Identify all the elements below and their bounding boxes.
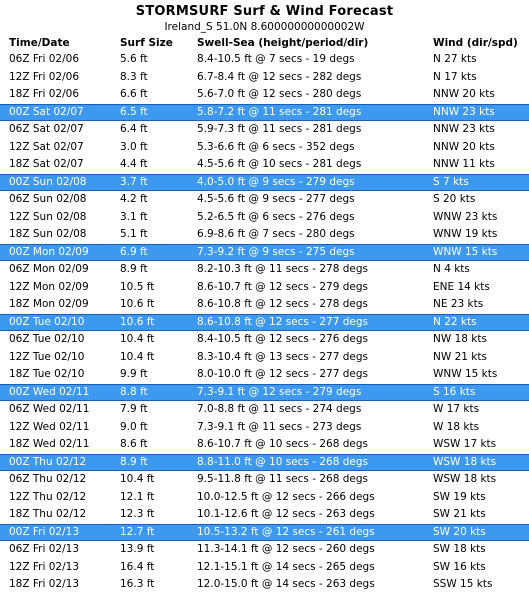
- surf-size-cell: 4.4 ft: [120, 158, 148, 170]
- table-row-highlighted: [0, 174, 529, 192]
- swell-cell: 8.4-10.5 ft @ 7 secs - 19 degs: [197, 53, 355, 65]
- table-row: [0, 489, 529, 507]
- table-row: [0, 121, 529, 139]
- forecast-table: [0, 51, 529, 594]
- table-row: [0, 419, 529, 437]
- wind-cell: WSW 18 kts: [433, 473, 497, 485]
- surf-size-cell: 6.6 ft: [120, 88, 148, 100]
- table-row: [0, 156, 529, 174]
- wind-cell: WNW 15 kts: [433, 245, 498, 258]
- surf-size-cell: 5.6 ft: [120, 53, 148, 65]
- surf-size-cell: 10.4 ft: [120, 333, 155, 345]
- table-row: [0, 139, 529, 157]
- time-cell: 00Z Thu 02/12: [9, 455, 87, 468]
- wind-cell: SW 16 kts: [433, 560, 486, 573]
- swell-cell: 8.0-10.0 ft @ 12 secs - 277 degs: [197, 368, 368, 380]
- table-row-highlighted: [0, 244, 529, 262]
- swell-cell: 5.2-6.5 ft @ 6 secs - 276 degs: [197, 210, 355, 223]
- wind-cell: W 17 kts: [433, 403, 480, 415]
- table-row: [0, 366, 529, 384]
- wind-cell: SW 19 kts: [433, 490, 486, 503]
- time-cell: 18Z Fri 02/06: [9, 88, 79, 100]
- surf-size-cell: 8.9 ft: [120, 263, 148, 275]
- time-cell: 06Z Sun 02/08: [9, 193, 87, 205]
- table-row: [0, 209, 529, 227]
- time-cell: 18Z Wed 02/11: [9, 438, 90, 450]
- swell-cell: 7.3-9.1 ft @ 12 secs - 279 degs: [197, 385, 362, 398]
- table-row: [0, 191, 529, 209]
- surf-size-cell: 6.5 ft: [120, 105, 148, 118]
- surf-size-cell: 7.9 ft: [120, 403, 148, 415]
- table-row: [0, 559, 529, 577]
- table-row: [0, 331, 529, 349]
- time-cell: 12Z Tue 02/10: [9, 350, 85, 363]
- wind-cell: SSW 15 kts: [433, 578, 493, 590]
- swell-cell: 10.0-12.5 ft @ 12 secs - 266 degs: [197, 490, 375, 503]
- surf-size-cell: 6.4 ft: [120, 123, 148, 135]
- surf-column-header: Surf Size: [120, 37, 173, 49]
- surf-size-cell: 8.3 ft: [120, 70, 148, 83]
- swell-cell: 8.4-10.5 ft @ 12 secs - 276 degs: [197, 333, 368, 345]
- surf-size-cell: 8.8 ft: [120, 385, 148, 398]
- swell-cell: 10.5-13.2 ft @ 12 secs - 261 degs: [197, 525, 375, 538]
- wind-cell: WNW 15 kts: [433, 368, 498, 380]
- swell-cell: 12.0-15.0 ft @ 14 secs - 263 degs: [197, 578, 375, 590]
- table-row-highlighted: [0, 454, 529, 472]
- time-cell: 00Z Sat 02/07: [9, 105, 84, 118]
- surf-size-cell: 5.1 ft: [120, 228, 148, 240]
- swell-cell: 8.6-10.8 ft @ 12 secs - 278 degs: [197, 298, 368, 310]
- table-row-highlighted: [0, 524, 529, 542]
- time-cell: 18Z Tue 02/10: [9, 368, 85, 380]
- swell-cell: 8.8-11.0 ft @ 10 secs - 268 degs: [197, 455, 368, 468]
- table-row: [0, 296, 529, 314]
- table-row: [0, 401, 529, 419]
- surf-size-cell: 3.1 ft: [120, 210, 148, 223]
- wind-cell: S 20 kts: [433, 193, 476, 205]
- surf-size-cell: 3.0 ft: [120, 140, 148, 153]
- swell-cell: 8.3-10.4 ft @ 13 secs - 277 degs: [197, 350, 368, 363]
- swell-cell: 7.0-8.8 ft @ 11 secs - 274 degs: [197, 403, 362, 415]
- table-row: [0, 279, 529, 297]
- surf-size-cell: 13.9 ft: [120, 543, 155, 555]
- swell-cell: 8.6-10.7 ft @ 10 secs - 268 degs: [197, 438, 368, 450]
- swell-cell: 5.3-6.6 ft @ 6 secs - 352 degs: [197, 140, 355, 153]
- wind-cell: N 27 kts: [433, 53, 477, 65]
- wind-cell: WSW 17 kts: [433, 438, 497, 450]
- table-row: [0, 436, 529, 454]
- time-cell: 18Z Mon 02/09: [9, 298, 89, 310]
- table-row: [0, 471, 529, 489]
- swell-cell: 12.1-15.1 ft @ 14 secs - 265 degs: [197, 560, 375, 573]
- time-cell: 18Z Sun 02/08: [9, 228, 87, 240]
- page-title: STORMSURF Surf & Wind Forecast: [135, 4, 394, 19]
- wind-cell: WNW 23 kts: [433, 210, 498, 223]
- surf-size-cell: 3.7 ft: [120, 175, 148, 188]
- time-cell: 06Z Fri 02/13: [9, 543, 79, 555]
- time-cell: 18Z Fri 02/13: [9, 578, 79, 590]
- surf-size-cell: 16.3 ft: [120, 578, 155, 590]
- table-row: [0, 576, 529, 594]
- surf-size-cell: 16.4 ft: [120, 560, 155, 573]
- time-cell: 00Z Sun 02/08: [9, 175, 87, 188]
- time-cell: 12Z Sun 02/08: [9, 210, 87, 223]
- surf-size-cell: 10.4 ft: [120, 473, 155, 485]
- table-row: [0, 86, 529, 104]
- time-cell: 12Z Sat 02/07: [9, 140, 84, 153]
- wind-cell: WNW 19 kts: [433, 228, 498, 240]
- time-cell: 06Z Mon 02/09: [9, 263, 89, 275]
- swell-cell: 8.6-10.7 ft @ 12 secs - 279 degs: [197, 280, 368, 293]
- swell-cell: 9.5-11.8 ft @ 11 secs - 268 degs: [197, 473, 368, 485]
- table-row: [0, 51, 529, 69]
- swell-column-header: Swell-Sea (height/period/dir): [197, 37, 369, 49]
- swell-cell: 7.3-9.2 ft @ 9 secs - 275 degs: [197, 245, 355, 258]
- time-cell: 12Z Fri 02/13: [9, 560, 79, 573]
- surf-size-cell: 9.9 ft: [120, 368, 148, 380]
- time-cell: 12Z Thu 02/12: [9, 490, 87, 503]
- wind-cell: NE 23 kts: [433, 298, 484, 310]
- time-cell: 18Z Sat 02/07: [9, 158, 84, 170]
- time-cell: 06Z Wed 02/11: [9, 403, 90, 415]
- swell-cell: 4.5-5.6 ft @ 9 secs - 277 degs: [197, 193, 355, 205]
- swell-cell: 8.2-10.3 ft @ 11 secs - 278 degs: [197, 263, 368, 275]
- table-row: [0, 541, 529, 559]
- swell-cell: 5.8-7.2 ft @ 11 secs - 281 degs: [197, 105, 362, 118]
- wind-cell: S 7 kts: [433, 175, 469, 188]
- time-column-header: Time/Date: [9, 37, 70, 49]
- table-row: [0, 261, 529, 279]
- table-row: [0, 506, 529, 524]
- wind-cell: NNW 20 kts: [433, 140, 495, 153]
- surf-size-cell: 10.5 ft: [120, 280, 155, 293]
- wind-cell: ENE 14 kts: [433, 280, 490, 293]
- surf-size-cell: 10.6 ft: [120, 315, 155, 328]
- swell-cell: 5.9-7.3 ft @ 11 secs - 281 degs: [197, 123, 362, 135]
- table-row-highlighted: [0, 384, 529, 402]
- swell-cell: 6.7-8.4 ft @ 12 secs - 282 degs: [197, 70, 362, 83]
- table-row: [0, 349, 529, 367]
- wind-cell: NNW 23 kts: [433, 123, 495, 135]
- swell-cell: 4.5-5.6 ft @ 10 secs - 281 degs: [197, 158, 362, 170]
- time-cell: 18Z Thu 02/12: [9, 508, 87, 520]
- swell-cell: 4.0-5.0 ft @ 9 secs - 279 degs: [197, 175, 355, 188]
- surf-size-cell: 10.4 ft: [120, 350, 155, 363]
- wind-cell: N 22 kts: [433, 315, 477, 328]
- wind-cell: W 18 kts: [433, 420, 480, 433]
- swell-cell: 11.3-14.1 ft @ 12 secs - 260 degs: [197, 543, 375, 555]
- wind-cell: N 17 kts: [433, 70, 477, 83]
- surf-size-cell: 10.6 ft: [120, 298, 155, 310]
- wind-cell: NW 21 kts: [433, 350, 487, 363]
- wind-cell: NNW 11 kts: [433, 158, 495, 170]
- swell-cell: 5.6-7.0 ft @ 12 secs - 280 degs: [197, 88, 362, 100]
- time-cell: 06Z Sat 02/07: [9, 123, 84, 135]
- swell-cell: 8.6-10.8 ft @ 12 secs - 277 degs: [197, 315, 368, 328]
- surf-size-cell: 8.9 ft: [120, 455, 148, 468]
- wind-column-header: Wind (dir/spd): [433, 37, 518, 49]
- table-row: [0, 69, 529, 87]
- wind-cell: N 4 kts: [433, 263, 470, 275]
- surf-size-cell: 6.9 ft: [120, 245, 148, 258]
- time-cell: 00Z Fri 02/13: [9, 525, 79, 538]
- time-cell: 06Z Thu 02/12: [9, 473, 87, 485]
- time-cell: 00Z Tue 02/10: [9, 315, 85, 328]
- surf-size-cell: 12.1 ft: [120, 490, 155, 503]
- wind-cell: NNW 20 kts: [433, 88, 495, 100]
- surf-size-cell: 9.0 ft: [120, 420, 148, 433]
- time-cell: 06Z Tue 02/10: [9, 333, 85, 345]
- swell-cell: 10.1-12.6 ft @ 12 secs - 263 degs: [197, 508, 375, 520]
- swell-cell: 6.9-8.6 ft @ 7 secs - 280 degs: [197, 228, 355, 240]
- wind-cell: NNW 23 kts: [433, 105, 495, 118]
- wind-cell: S 16 kts: [433, 385, 476, 398]
- time-cell: 00Z Mon 02/09: [9, 245, 89, 258]
- table-row-highlighted: [0, 314, 529, 332]
- time-cell: 12Z Wed 02/11: [9, 420, 90, 433]
- location-subtitle: Ireland_S 51.0N 8.60000000000002W: [164, 21, 365, 33]
- time-cell: 12Z Mon 02/09: [9, 280, 89, 293]
- wind-cell: SW 21 kts: [433, 508, 486, 520]
- wind-cell: WSW 18 kts: [433, 455, 497, 468]
- time-cell: 00Z Wed 02/11: [9, 385, 90, 398]
- surf-size-cell: 12.3 ft: [120, 508, 155, 520]
- wind-cell: SW 18 kts: [433, 543, 486, 555]
- surf-size-cell: 12.7 ft: [120, 525, 155, 538]
- table-row-highlighted: [0, 104, 529, 122]
- time-cell: 12Z Fri 02/06: [9, 70, 79, 83]
- wind-cell: SW 20 kts: [433, 525, 486, 538]
- surf-size-cell: 8.6 ft: [120, 438, 148, 450]
- swell-cell: 7.3-9.1 ft @ 11 secs - 273 degs: [197, 420, 362, 433]
- table-row: [0, 226, 529, 244]
- wind-cell: NW 18 kts: [433, 333, 487, 345]
- time-cell: 06Z Fri 02/06: [9, 53, 79, 65]
- surf-size-cell: 4.2 ft: [120, 193, 148, 205]
